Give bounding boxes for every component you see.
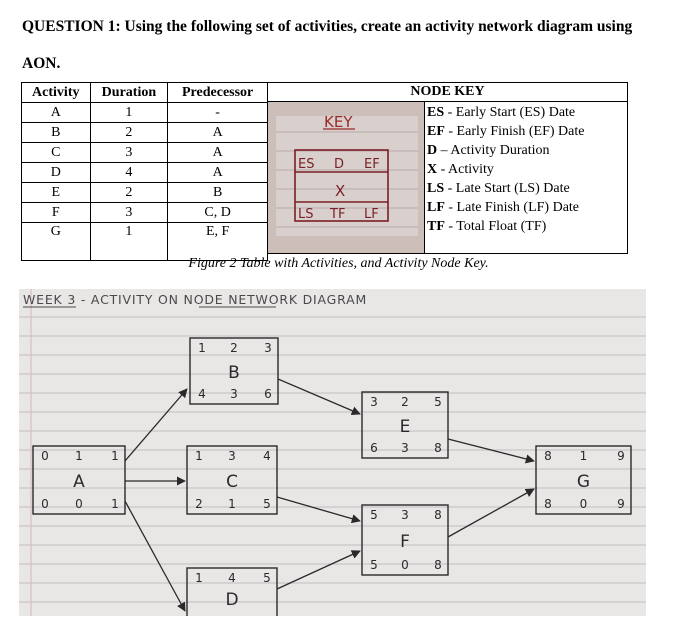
node-tf: 3 [401,441,409,455]
def-es: ES - Early Start (ES) Date [427,105,576,120]
node-ls: 8 [544,497,552,511]
node-ef: 1 [111,449,119,463]
cell-predecessor: A [168,143,268,163]
cell-duration: 1 [90,103,168,123]
table-row [22,123,268,143]
cell-activity: B [22,123,91,143]
def-ef: EF - Early Finish (EF) Date [427,124,585,139]
figure-caption: Figure 2 Table with Activities, and Activity Node Key. [188,256,489,271]
node-activity: B [228,363,240,383]
header-predecessor: Predecessor [168,83,268,103]
cell-activity: D [22,163,91,183]
node-key-table [268,82,628,254]
diagram-title: WEEK 3 - ACTIVITY ON NODE NETWORK DIAGRAM [23,292,368,307]
node-ls: 2 [195,497,203,511]
def-lf: LF - Late Finish (LF) Date [427,200,580,215]
header-activity: Activity [22,83,91,103]
node-duration: 1 [75,449,83,463]
cell-duration: 2 [90,183,168,203]
node-ls: 4 [198,387,206,401]
activity-table-header [22,83,268,103]
def-x: X - Activity [427,162,494,177]
node-tf: 1 [228,497,236,511]
question-text: Using the following set of activities, create an activity network diagram using AON. [22,18,633,72]
node-es: 1 [195,449,203,463]
node-lf: 1 [111,497,119,511]
node-lf: 8 [434,558,442,572]
node-es: 0 [41,449,49,463]
node-lf: 5 [263,497,271,511]
cell-activity: G [22,223,91,261]
key-sketch-x: X [335,182,346,200]
network-diagram-photo [19,289,646,616]
cell-predecessor: A [168,123,268,143]
cell-predecessor: E, F [168,223,268,261]
node-activity: A [73,472,85,492]
node-lf: 9 [617,497,625,511]
table-row [22,183,268,203]
key-sketch-tf: TF [330,207,346,222]
table-row [22,163,268,183]
key-sketch-d: D [334,157,345,172]
def-ls: LS - Late Start (LS) Date [427,181,570,196]
node-key-sketch-svg [268,102,424,253]
node-activity: D [225,590,239,610]
node-lf: 8 [434,441,442,455]
node-duration: 4 [228,571,236,585]
activity-table [21,82,268,261]
cell-duration: 1 [90,223,168,261]
node-tf: 0 [401,558,409,572]
cell-duration: 4 [90,163,168,183]
node-es: 1 [198,341,206,355]
cell-predecessor: B [168,183,268,203]
node-duration: 1 [579,449,588,463]
node-es: 8 [544,449,552,463]
node-duration: 3 [228,449,236,463]
node-duration: 2 [401,395,409,409]
key-sketch-heading: KEY [324,113,353,131]
node-es: 5 [370,508,378,522]
node-activity: E [399,417,411,437]
node-ls: 5 [370,558,378,572]
node-es: 1 [195,571,203,585]
node-ef: 4 [263,449,271,463]
node-activity: C [226,472,238,492]
node-key-definitions [427,103,627,236]
table-row [22,203,268,223]
node-activity: F [400,532,410,552]
node-ef: 8 [434,508,442,522]
node-lf: 6 [264,387,272,401]
cell-activity: C [22,143,91,163]
header-duration: Duration [90,83,168,103]
node-ef: 3 [264,341,272,355]
table-row [22,103,268,123]
key-sketch-lf: LF [364,207,379,222]
key-sketch-ls: LS [298,207,314,222]
cell-activity: E [22,183,91,203]
node-es: 3 [370,395,378,409]
node-ef: 5 [434,395,442,409]
cell-duration: 3 [90,143,168,163]
cell-duration: 2 [90,123,168,143]
key-sketch-ef: EF [364,157,380,172]
key-sketch-es: ES [298,157,315,172]
cell-activity: A [22,103,91,123]
table-row [22,143,268,163]
cell-predecessor: A [168,163,268,183]
node-key-sketch [268,102,425,253]
tables-row [21,82,628,253]
def-d: D – Activity Duration [427,143,550,158]
node-key-title: NODE KEY [268,83,627,102]
node-ef: 9 [617,449,625,463]
node-ls: 0 [41,497,49,511]
question-label: QUESTION 1: [22,18,121,35]
node-duration: 2 [230,341,238,355]
node-ef: 5 [263,571,271,585]
def-tf: TF - Total Float (TF) [427,219,547,234]
cell-predecessor: C, D [168,203,268,223]
table-row [22,223,268,261]
cell-activity: F [22,203,91,223]
node-activity: G [576,472,591,492]
question-title [22,8,662,82]
node-tf: 0 [579,497,588,511]
node-tf: 3 [230,387,238,401]
node-duration: 3 [401,508,409,522]
node-ls: 6 [370,441,378,455]
node-tf: 0 [75,497,83,511]
cell-duration: 3 [90,203,168,223]
network-diagram-svg [19,289,646,616]
cell-predecessor: - [168,103,268,123]
